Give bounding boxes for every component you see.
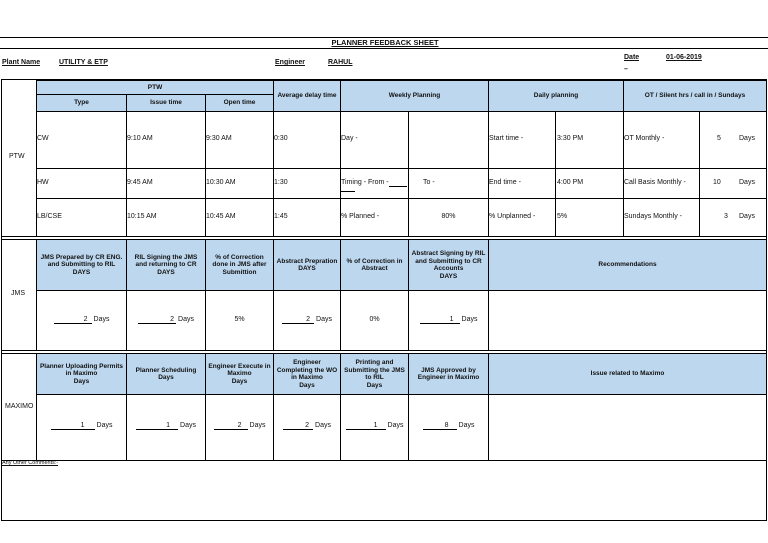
ptw-col-ot: OT / Silent hrs / call in / Sundays	[623, 80, 767, 112]
jms-value: 1 Days	[409, 315, 488, 325]
jms-value: 2 Days	[37, 315, 126, 325]
ptw-weekly-value: 80%	[441, 213, 456, 220]
ptw-ot-number: 5	[717, 135, 721, 142]
ptw-weekly-label: % Planned -	[341, 213, 380, 220]
maximo-value: 1 Days	[37, 421, 126, 431]
date-value: 01-06-2019	[666, 54, 702, 61]
jms-value: 2 Days	[127, 315, 205, 325]
ptw-row-issue: 9:10 AM	[127, 135, 153, 142]
ptw-row-issue: 10:15 AM	[127, 213, 157, 220]
ptw-ot-unit: Days	[739, 213, 755, 220]
ptw-col-delay: Average delay time	[273, 80, 341, 112]
ptw-row-open: 9:30 AM	[206, 135, 232, 142]
ptw-group-header: PTW	[36, 80, 274, 95]
ptw-daily-label: Start time -	[489, 135, 524, 142]
maximo-issue-header: Issue related to Maximo	[488, 353, 767, 395]
plant-label: Plant Name	[2, 59, 41, 66]
ptw-row-open: 10:45 AM	[206, 213, 236, 220]
ptw-ot-label: Call Basis Monthly -	[624, 179, 686, 186]
ptw-daily-value: 3:30 PM	[557, 135, 584, 142]
jms-header: Abstract Prepration DAYS	[273, 239, 341, 291]
jms-value: 0%	[369, 316, 380, 323]
ptw-row-delay: 1:45	[274, 213, 288, 220]
ptw-daily-value: 5%	[557, 213, 568, 220]
jms-recommendations-header: Recommendations	[488, 239, 767, 291]
ptw-weekly-value: To -	[423, 179, 435, 186]
ptw-row-type: LB/CSE	[37, 213, 62, 220]
ptw-ot-label: Sundays Monthly -	[624, 213, 682, 220]
ptw-col-type: Type	[36, 94, 127, 112]
maximo-value: 2 Days	[274, 421, 340, 431]
ptw-row-issue: 9:45 AM	[127, 179, 153, 186]
date-dash: –	[624, 66, 628, 73]
ptw-ot-label: OT Monthly -	[624, 135, 665, 142]
jms-header: % of Correction in Abstract	[340, 239, 409, 291]
ptw-row-type: CW	[37, 135, 49, 142]
jms-header: % of Correction done in JMS after Submittion	[205, 239, 274, 291]
ptw-ot-unit: Days	[739, 179, 755, 186]
ptw-col-weekly: Weekly Planning	[340, 80, 489, 112]
ptw-ot-number: 3	[724, 213, 728, 220]
sheet-frame	[1, 79, 767, 521]
ptw-row-delay: 1:30	[274, 179, 288, 186]
jms-value: 2 Days	[274, 315, 340, 325]
maximo-header: Engineer Completing the WO in Maximo Days	[273, 353, 341, 395]
ptw-row-type: HW	[37, 179, 49, 186]
comments-label: Any Other Comments:-	[2, 460, 59, 466]
maximo-header: JMS Approved by Engineer in Maximo	[408, 353, 489, 395]
ptw-daily-label: % Unplanned -	[489, 213, 536, 220]
ptw-col-issue: Issue time	[126, 94, 206, 112]
jms-value: 5%	[234, 316, 245, 323]
maximo-value: 1 Days	[127, 421, 205, 431]
ptw-ot-number: 10	[713, 179, 721, 186]
jms-header: JMS Prepared by CR ENG. and Submitting to RIL DAYS	[36, 239, 127, 291]
ptw-daily-value: 4:00 PM	[557, 179, 584, 186]
engineer-label: Engineer	[275, 59, 305, 66]
ptw-col-daily: Daily planning	[488, 80, 624, 112]
engineer-value: RAHUL	[328, 59, 353, 66]
ptw-row-delay: 0:30	[274, 135, 288, 142]
plant-value: UTILITY & ETP	[59, 59, 108, 66]
maximo-value: 2 Days	[206, 421, 273, 431]
ptw-weekly-label: Day -	[341, 135, 358, 142]
maximo-header: Planner Uploading Permits in Maximo Days	[36, 353, 127, 395]
date-label: Date	[624, 54, 640, 61]
maximo-header: Engineer Execute in Maximo Days	[205, 353, 274, 395]
ptw-row-open: 10:30 AM	[206, 179, 236, 186]
jms-header: Abstract Signing by RIL and Submitting to CR Accounts DAYS	[408, 239, 489, 291]
ptw-ot-unit: Days	[739, 135, 755, 142]
maximo-value: 8 Days	[409, 421, 488, 431]
jms-header: RIL Signing the JMS and returning to CR DAYS	[126, 239, 206, 291]
maximo-header: Printing and Submitting the JMS to RIL Days	[340, 353, 409, 395]
ptw-weekly-value	[409, 134, 488, 144]
timing-from-blank	[389, 186, 407, 187]
page-title: PLANNER FEEDBACK SHEET	[331, 38, 439, 47]
timing-from-underline	[341, 191, 355, 192]
section-maximo-label: MAXIMO	[5, 403, 34, 410]
ptw-weekly-label: Timing - From -	[341, 179, 389, 186]
ptw-daily-label: End time -	[489, 179, 521, 186]
maximo-value: 1 Days	[341, 421, 408, 431]
maximo-header: Planner Scheduling Days	[126, 353, 206, 395]
ptw-col-open: Open time	[205, 94, 274, 112]
section-jms-label: JMS	[11, 290, 25, 297]
section-ptw-label: PTW	[9, 153, 25, 160]
